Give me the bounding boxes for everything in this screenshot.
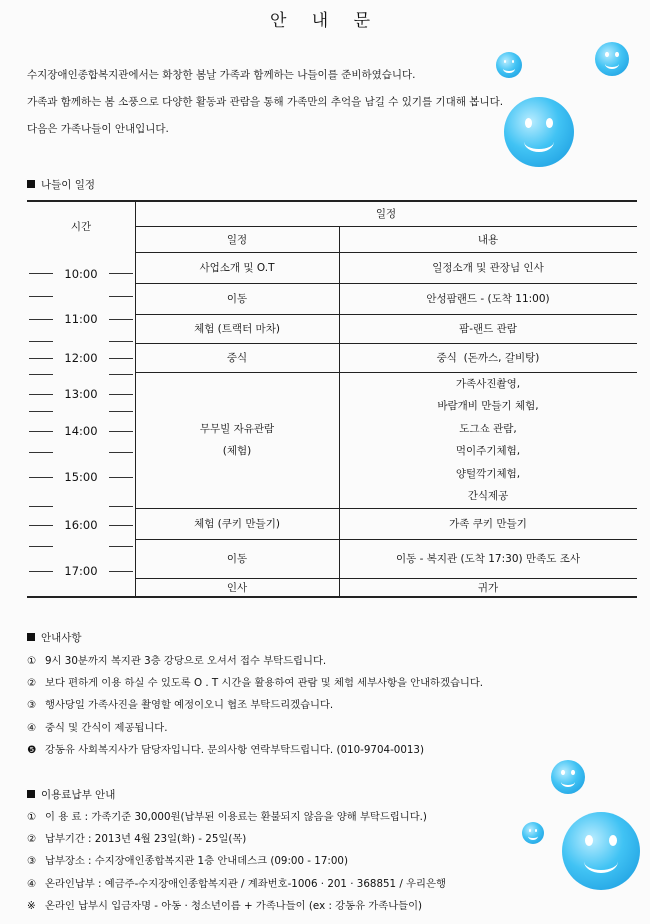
intro-text	[27, 62, 503, 143]
list-item: ④ 온라인납부 : 예금주-수지장애인종합복지관 / 계좌번호-1006 · 201 · 368851 / 우리은행	[27, 877, 446, 890]
detail-line: 바람개비 만들기 체험,	[437, 400, 539, 412]
row-activity: 체험 (트랙터 마차)	[194, 323, 280, 335]
time-label: 11:00	[64, 312, 98, 326]
row-detail: 안성팜랜드 - (도착 11:00)	[426, 293, 550, 305]
list-item: ③ 행사당일 가족사진을 촬영할 예정이오니 협조 부탁드리겠습니다.	[27, 699, 334, 712]
time-label: 17:00	[64, 564, 98, 578]
detail-line: 양털깍기체험,	[455, 467, 521, 480]
list-item: ④ 중식 및 간식이 제공됩니다.	[27, 721, 168, 734]
time-label: 12:00	[64, 351, 98, 365]
detail-line: 먹이주기체험,	[455, 445, 521, 457]
list-item: ① 이 용 료 : 가족기준 30,000원(납부된 이용료는 환불되지 않음을 양해 부탁드립니다.)	[27, 811, 427, 823]
payment-list	[27, 806, 446, 917]
detail-line: 가족사진촬영,	[455, 377, 521, 390]
detail-line: 도그쇼 관람,	[459, 422, 517, 435]
row-activity-multi	[135, 372, 339, 508]
row-activity: 체험 (쿠키 만들기)	[194, 518, 280, 530]
payment-heading: 이용료납부 안내	[27, 787, 115, 802]
row-activity: 인사	[226, 581, 248, 594]
smiley-face-icon	[496, 52, 522, 78]
time-label: 15:00	[64, 470, 98, 484]
row-activity: 사업소개 및 O.T	[199, 262, 275, 274]
row-detail: 일정소개 및 관장님 인사	[432, 262, 544, 274]
row-activity: 이동	[226, 553, 248, 565]
smiley-face-icon	[551, 760, 585, 794]
schedule-heading: 나들이 일정	[27, 177, 95, 192]
time-label: 14:00	[64, 424, 98, 438]
header-col2: 내용	[477, 233, 499, 246]
detail-line: 간식제공	[467, 490, 509, 502]
row-detail: 팜-랜드 관람	[459, 323, 517, 335]
list-item: ❺ 강동유 사회복지사가 담당자입니다. 문의사항 연락부탁드립니다. (010-9704-0013)	[27, 743, 425, 756]
page-title: 안 내 문	[269, 11, 381, 31]
list-item: ③ 납부장소 : 수지장애인종합복지관 1층 안내데스크 (09:00 - 17:00)	[27, 855, 348, 868]
smiley-face-icon	[595, 42, 629, 76]
row-activity: (체험)	[222, 445, 252, 457]
row-detail: 이동 - 복지관 (도착 17:30) 만족도 조사	[396, 553, 580, 565]
intro-line: 다음은 가족나들이 안내입니다.	[27, 123, 169, 135]
row-activity: 이동	[226, 293, 248, 305]
intro-line: 수지장애인종합복지관에서는 화창한 봄날 가족과 함께하는 나들이를 준비하였습니다.	[27, 69, 416, 81]
header-col1: 일정	[226, 233, 248, 246]
notes-heading: 안내사항	[27, 630, 82, 645]
row-activity: 무무빌 자유관람	[199, 422, 275, 435]
smiley-face-icon	[562, 812, 640, 890]
list-item: ① 9시 30분까지 복지관 3층 강당으로 오셔서 접수 부탁드립니다.	[27, 655, 327, 667]
list-item: ② 보다 편하게 이용 하실 수 있도록 O . T 시간을 활용하여 관람 및 체험 세부사항을 안내하겠습니다.	[27, 677, 484, 690]
list-item: ※ 온라인 납부시 입금자명 - 아동 · 청소년이름 + 가족나들이 (ex : 강동유 가족나들이)	[27, 899, 423, 912]
schedule-table	[27, 200, 637, 597]
smiley-face-icon	[504, 97, 574, 167]
header-plan: 일정	[375, 207, 397, 220]
row-activity: 중식	[226, 352, 248, 364]
time-label: 16:00	[64, 518, 98, 532]
list-item: ② 납부기간 : 2013년 4월 23일(화) - 25일(목)	[27, 833, 247, 846]
notes-list	[27, 650, 483, 761]
row-detail: 중식 (돈까스, 갈비탕)	[436, 352, 540, 364]
smiley-face-icon	[522, 822, 544, 844]
header-time: 시간	[70, 220, 92, 233]
row-detail: 가족 쿠키 만들기	[449, 518, 527, 530]
intro-line: 가족과 함께하는 봄 소풍으로 다양한 활동과 관람을 통해 가족만의 추억을 남길 수 있기를 기대해 봅니다.	[27, 96, 504, 108]
row-detail: 귀가	[477, 581, 499, 594]
row-detail-multi	[339, 372, 637, 508]
time-label: 13:00	[64, 387, 98, 401]
time-label: 10:00	[64, 267, 98, 281]
